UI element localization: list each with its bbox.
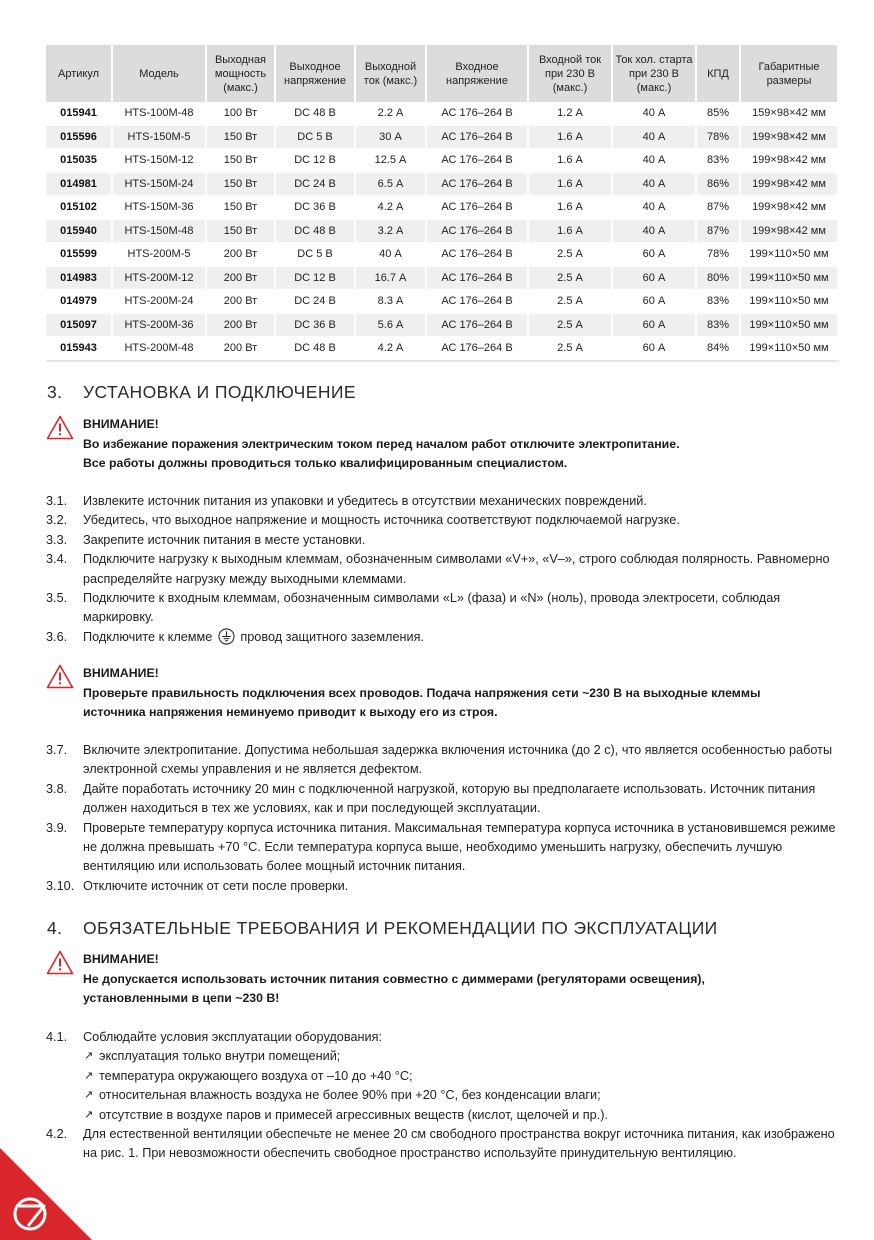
steps-list-3b	[46, 741, 846, 896]
cell-out-current: 4.2 А	[355, 337, 426, 361]
cell-power: 200 Вт	[206, 243, 275, 267]
cell-model: HTS-150M-48	[112, 219, 206, 243]
cell-efficiency: 87%	[696, 219, 740, 243]
step-text: Извлеките источник питания из упаковки и убедитесь в отсутствии механических повреждений.	[83, 494, 647, 508]
cell-power: 200 Вт	[206, 337, 275, 361]
col-header-power: Выходная мощность (макс.)	[206, 45, 275, 102]
warning-text-line: источника напряжения неминуемо приводит к выходу его из строя.	[83, 705, 498, 719]
cell-out-voltage: DC 36 В	[275, 313, 355, 337]
warning-text-line: Все работы должны проводиться только квалифицированным специалистом.	[83, 456, 568, 470]
cell-out-current: 16.7 А	[355, 266, 426, 290]
cell-inrush-current: 60 А	[612, 313, 696, 337]
step-text: Дайте поработать источнику 20 мин с подключенной нагрузкой, которую вы предполагаете использовать. Источник питания должен находиться в тех же условиях, как и при последующей эксплуатации.	[83, 781, 816, 816]
steps-list-4	[46, 1028, 846, 1164]
cell-out-current: 2.2 А	[355, 102, 426, 125]
cell-out-voltage: DC 48 В	[275, 102, 355, 125]
cell-in-voltage: АС 176–264 В	[426, 266, 528, 290]
table-header-row	[46, 45, 838, 102]
list-item	[46, 819, 846, 877]
cell-power: 150 Вт	[206, 219, 275, 243]
col-header-dimensions: Габаритные размеры	[740, 45, 838, 102]
cell-power: 150 Вт	[206, 125, 275, 149]
cell-article: 015940	[46, 219, 112, 243]
cell-out-current: 40 А	[355, 243, 426, 267]
cell-model: HTS-200M-36	[112, 313, 206, 337]
cell-dimensions: 199×98×42 мм	[740, 196, 838, 220]
cell-article: 015102	[46, 196, 112, 220]
warning-title: ВНИМАНИЕ!	[83, 952, 159, 966]
step-number: 3.4.	[46, 552, 68, 567]
step-number: 3.8.	[46, 781, 68, 796]
bullet-text: эксплуатация только внутри помещений;	[99, 1049, 341, 1064]
cell-in-current: 1.6 А	[528, 125, 612, 149]
warning-triangle-icon	[46, 664, 74, 689]
cell-in-voltage: АС 176–264 В	[426, 102, 528, 125]
step-text: Отключите источник от сети после проверки.	[83, 878, 349, 893]
cell-power: 150 Вт	[206, 172, 275, 196]
cell-dimensions: 199×110×50 мм	[740, 290, 838, 314]
steps-list-3a	[46, 492, 846, 647]
cell-in-voltage: АС 176–264 В	[426, 149, 528, 173]
cell-in-voltage: АС 176–264 В	[426, 125, 528, 149]
warning-block-2	[46, 664, 846, 723]
warning-text-line: Во избежание поражения электрическим током перед началом работ отключите электропитание.	[83, 436, 680, 451]
cell-dimensions: 199×98×42 мм	[740, 219, 838, 243]
cell-article: 015035	[46, 149, 112, 173]
cell-efficiency: 84%	[696, 337, 740, 361]
cell-article: 014983	[46, 266, 112, 290]
section-number: 3.	[47, 382, 63, 402]
list-item	[46, 1028, 846, 1047]
cell-in-voltage: АС 176–264 В	[426, 196, 528, 220]
brand-logo-icon	[0, 1148, 92, 1240]
step-number: 3.5.	[46, 591, 68, 606]
step-text: Подключите к входным клеммам, обозначенным символами «L» (фаза) и «N» (ноль), провода электросети, соблюдая маркировку.	[83, 591, 781, 625]
warning-triangle-icon	[46, 950, 74, 975]
cell-inrush-current: 60 А	[612, 266, 696, 290]
col-header-in-current: Входной ток при 230 В (макс.)	[528, 45, 612, 102]
cell-in-voltage: АС 176–264 В	[426, 243, 528, 267]
section-title: ОБЯЗАТЕЛЬНЫЕ ТРЕБОВАНИЯ И РЕКОМЕНДАЦИИ ПО ЭКСПЛУАТАЦИИ	[83, 918, 718, 938]
step-text: Соблюдайте условия эксплуатации оборудования:	[83, 1030, 382, 1044]
col-header-efficiency: КПД	[696, 45, 740, 102]
cell-inrush-current: 60 А	[612, 337, 696, 361]
section-4-heading	[47, 918, 718, 939]
cell-out-voltage: DC 24 В	[275, 290, 355, 314]
cell-article: 015943	[46, 337, 112, 361]
step-text: Проверьте температуру корпуса источника питания. Максимальная температура корпуса источника в установившемся режиме не должна превышать +70 °С. Если температура корпуса выше, необходимо уменьшить нагрузку, обеспечить лучшую вентиляцию или использовать более мощный источник питания.	[83, 820, 836, 874]
table-row	[46, 313, 838, 337]
step-text: Убедитесь, что выходное напряжение и мощность источника соответствуют подключаемой нагрузке.	[83, 513, 680, 528]
bullet-arrow-icon: ↗	[84, 1050, 94, 1063]
cell-article: 015596	[46, 125, 112, 149]
step-text: Включите электропитание. Допустима небольшая задержка включения источника (до 2 с), что является особенностью работы электронной схемы управления и не является дефектом.	[83, 743, 833, 777]
cell-efficiency: 83%	[696, 313, 740, 337]
cell-power: 200 Вт	[206, 313, 275, 337]
cell-out-voltage: DC 48 В	[275, 219, 355, 243]
cell-efficiency: 87%	[696, 196, 740, 220]
list-item	[46, 628, 846, 647]
cell-article: 014979	[46, 290, 112, 314]
cell-out-voltage: DC 36 В	[275, 196, 355, 220]
cell-out-current: 12.5 А	[355, 149, 426, 173]
cell-out-current: 5.6 А	[355, 313, 426, 337]
cell-in-voltage: АС 176–264 В	[426, 337, 528, 361]
cell-model: HTS-150M-5	[112, 125, 206, 149]
cell-inrush-current: 40 А	[612, 196, 696, 220]
cell-out-voltage: DC 48 В	[275, 337, 355, 361]
cell-in-voltage: АС 176–264 В	[426, 290, 528, 314]
cell-article: 015599	[46, 243, 112, 267]
step-number: 3.7.	[46, 743, 68, 757]
cell-dimensions: 199×110×50 мм	[740, 266, 838, 290]
step-text: Закрепите источник питания в месте установки.	[83, 532, 366, 547]
warning-text-line: установленными в цепи ~230 В!	[83, 991, 280, 1005]
table-row	[46, 125, 838, 149]
cell-dimensions: 199×110×50 мм	[740, 337, 838, 361]
step-number: 3.9.	[46, 820, 68, 835]
cell-out-voltage: DC 12 В	[275, 266, 355, 290]
bullet-arrow-icon: ↗	[84, 1108, 94, 1121]
cell-efficiency: 78%	[696, 243, 740, 267]
list-item	[46, 741, 846, 780]
cell-article: 015941	[46, 102, 112, 125]
cell-article: 015097	[46, 313, 112, 337]
cell-out-current: 4.2 А	[355, 196, 426, 220]
list-item	[46, 589, 846, 628]
cell-inrush-current: 60 А	[612, 290, 696, 314]
cell-efficiency: 80%	[696, 266, 740, 290]
warning-title: ВНИМАНИЕ!	[83, 666, 159, 680]
cell-model: HTS-150M-24	[112, 172, 206, 196]
cell-power: 200 Вт	[206, 290, 275, 314]
cell-inrush-current: 60 А	[612, 243, 696, 267]
list-item	[46, 1125, 846, 1164]
cell-model: HTS-200M-24	[112, 290, 206, 314]
spec-table	[46, 45, 839, 362]
cell-in-voltage: АС 176–264 В	[426, 172, 528, 196]
step-text: Подключите к клемме	[83, 629, 213, 644]
cell-in-current: 2.5 А	[528, 290, 612, 314]
cell-in-current: 1.6 А	[528, 149, 612, 173]
table-row	[46, 266, 838, 290]
warning-text-line: Не допускается использовать источник питания совместно с диммерами (регуляторами освещения),	[83, 971, 705, 986]
cell-model: HTS-100M-48	[112, 102, 206, 125]
cell-in-current: 2.5 А	[528, 313, 612, 337]
cell-out-voltage: DC 24 В	[275, 172, 355, 196]
cell-dimensions: 199×110×50 мм	[740, 313, 838, 337]
list-item	[46, 780, 846, 819]
bullet-text: отсутствие в воздухе паров и примесей агрессивных веществ (кислот, щелочей и пр.).	[99, 1107, 608, 1122]
cell-inrush-current: 40 А	[612, 102, 696, 125]
cell-dimensions: 199×98×42 мм	[740, 149, 838, 173]
cell-power: 200 Вт	[206, 266, 275, 290]
step-number: 3.2.	[46, 513, 68, 528]
cell-dimensions: 199×110×50 мм	[740, 243, 838, 267]
cell-article: 014981	[46, 172, 112, 196]
cell-model: HTS-200M-12	[112, 266, 206, 290]
bullet-item	[83, 1106, 846, 1125]
bullet-item	[83, 1067, 846, 1086]
bullet-arrow-icon: ↗	[84, 1089, 94, 1102]
cell-efficiency: 85%	[696, 102, 740, 125]
warning-text-line: Проверьте правильность подключения всех проводов. Подача напряжения сети ~230 В на выходные клеммы	[83, 685, 761, 700]
bullet-item	[83, 1086, 846, 1105]
cell-out-current: 8.3 А	[355, 290, 426, 314]
cell-dimensions: 199×98×42 мм	[740, 172, 838, 196]
table-row	[46, 219, 838, 243]
cell-dimensions: 159×98×42 мм	[740, 102, 838, 125]
col-header-article: Артикул	[46, 45, 112, 102]
cell-out-current: 3.2 А	[355, 219, 426, 243]
cell-out-voltage: DC 12 В	[275, 149, 355, 173]
table-row	[46, 172, 838, 196]
cell-in-current: 1.6 А	[528, 219, 612, 243]
cell-inrush-current: 40 А	[612, 125, 696, 149]
cell-out-voltage: DC 5 В	[275, 243, 355, 267]
cell-out-voltage: DC 5 В	[275, 125, 355, 149]
cell-in-current: 1.2 А	[528, 102, 612, 125]
cell-in-current: 2.5 А	[528, 337, 612, 361]
cell-power: 150 Вт	[206, 196, 275, 220]
list-item	[46, 511, 846, 530]
cell-in-current: 1.6 А	[528, 172, 612, 196]
step-number: 4.2.	[46, 1127, 68, 1142]
step-number: 3.6.	[46, 629, 68, 644]
list-item	[46, 550, 846, 589]
cell-inrush-current: 40 А	[612, 149, 696, 173]
cell-dimensions: 199×98×42 мм	[740, 125, 838, 149]
cell-model: HTS-200M-48	[112, 337, 206, 361]
table-row	[46, 102, 838, 125]
cell-efficiency: 83%	[696, 290, 740, 314]
warning-block-1	[46, 415, 846, 474]
warning-block-3	[46, 950, 846, 1009]
step-number: 3.1.	[46, 494, 68, 508]
cell-in-current: 2.5 А	[528, 266, 612, 290]
table-row	[46, 243, 838, 267]
warning-triangle-icon	[46, 415, 74, 440]
cell-power: 100 Вт	[206, 102, 275, 125]
cell-inrush-current: 40 А	[612, 219, 696, 243]
bullet-item	[83, 1047, 846, 1066]
warning-title: ВНИМАНИЕ!	[83, 417, 159, 431]
cell-model: HTS-150M-12	[112, 149, 206, 173]
col-header-out-voltage: Выходное напряжение	[275, 45, 355, 102]
cell-in-voltage: АС 176–264 В	[426, 219, 528, 243]
step-text: провод защитного заземления.	[240, 629, 424, 644]
step-number: 3.10.	[46, 878, 75, 893]
bullet-text: относительная влажность воздуха не более 90% при +20 °С, без конденсации влаги;	[99, 1088, 601, 1103]
cell-efficiency: 83%	[696, 149, 740, 173]
cell-in-current: 2.5 А	[528, 243, 612, 267]
cell-in-current: 1.6 А	[528, 196, 612, 220]
section-3-heading	[47, 382, 356, 403]
cell-efficiency: 86%	[696, 172, 740, 196]
table-row	[46, 196, 838, 220]
cell-model: HTS-200M-5	[112, 243, 206, 267]
list-item	[46, 492, 846, 511]
table-body	[46, 102, 838, 361]
section-number: 4.	[47, 918, 63, 938]
col-header-model: Модель	[112, 45, 206, 102]
cell-out-current: 6.5 А	[355, 172, 426, 196]
list-item	[46, 877, 846, 896]
step-text: Подключите нагрузку к выходным клеммам, обозначенным символами «V+», «V–», строго соблюдая полярность. Равномерно распределяйте нагрузку между выходными клеммами.	[83, 552, 830, 586]
cell-power: 150 Вт	[206, 149, 275, 173]
table-row	[46, 337, 838, 361]
cell-efficiency: 78%	[696, 125, 740, 149]
bullet-arrow-icon: ↗	[84, 1069, 94, 1082]
col-header-out-current: Выходной ток (макс.)	[355, 45, 426, 102]
step-number: 4.1.	[46, 1030, 68, 1044]
cell-in-voltage: АС 176–264 В	[426, 313, 528, 337]
cell-out-current: 30 А	[355, 125, 426, 149]
list-item	[46, 531, 846, 550]
col-header-in-voltage: Входное напряжение	[426, 45, 528, 102]
col-header-inrush-current: Ток хол. старта при 230 В (макс.)	[612, 45, 696, 102]
bullet-text: температура окружающего воздуха от –10 до +40 °С;	[99, 1068, 413, 1083]
cell-model: HTS-150M-36	[112, 196, 206, 220]
ground-symbol-icon	[218, 628, 235, 645]
cell-inrush-current: 40 А	[612, 172, 696, 196]
section-title: УСТАНОВКА И ПОДКЛЮЧЕНИЕ	[83, 382, 356, 402]
table-row	[46, 290, 838, 314]
table-row	[46, 149, 838, 173]
step-text: Для естественной вентиляции обеспечьте не менее 20 см свободного пространства вокруг источника питания, как изображено на рис. 1. При невозможности обеспечить свободное пространство используйте принудительную вентиляцию.	[83, 1127, 835, 1161]
step-number: 3.3.	[46, 532, 68, 547]
